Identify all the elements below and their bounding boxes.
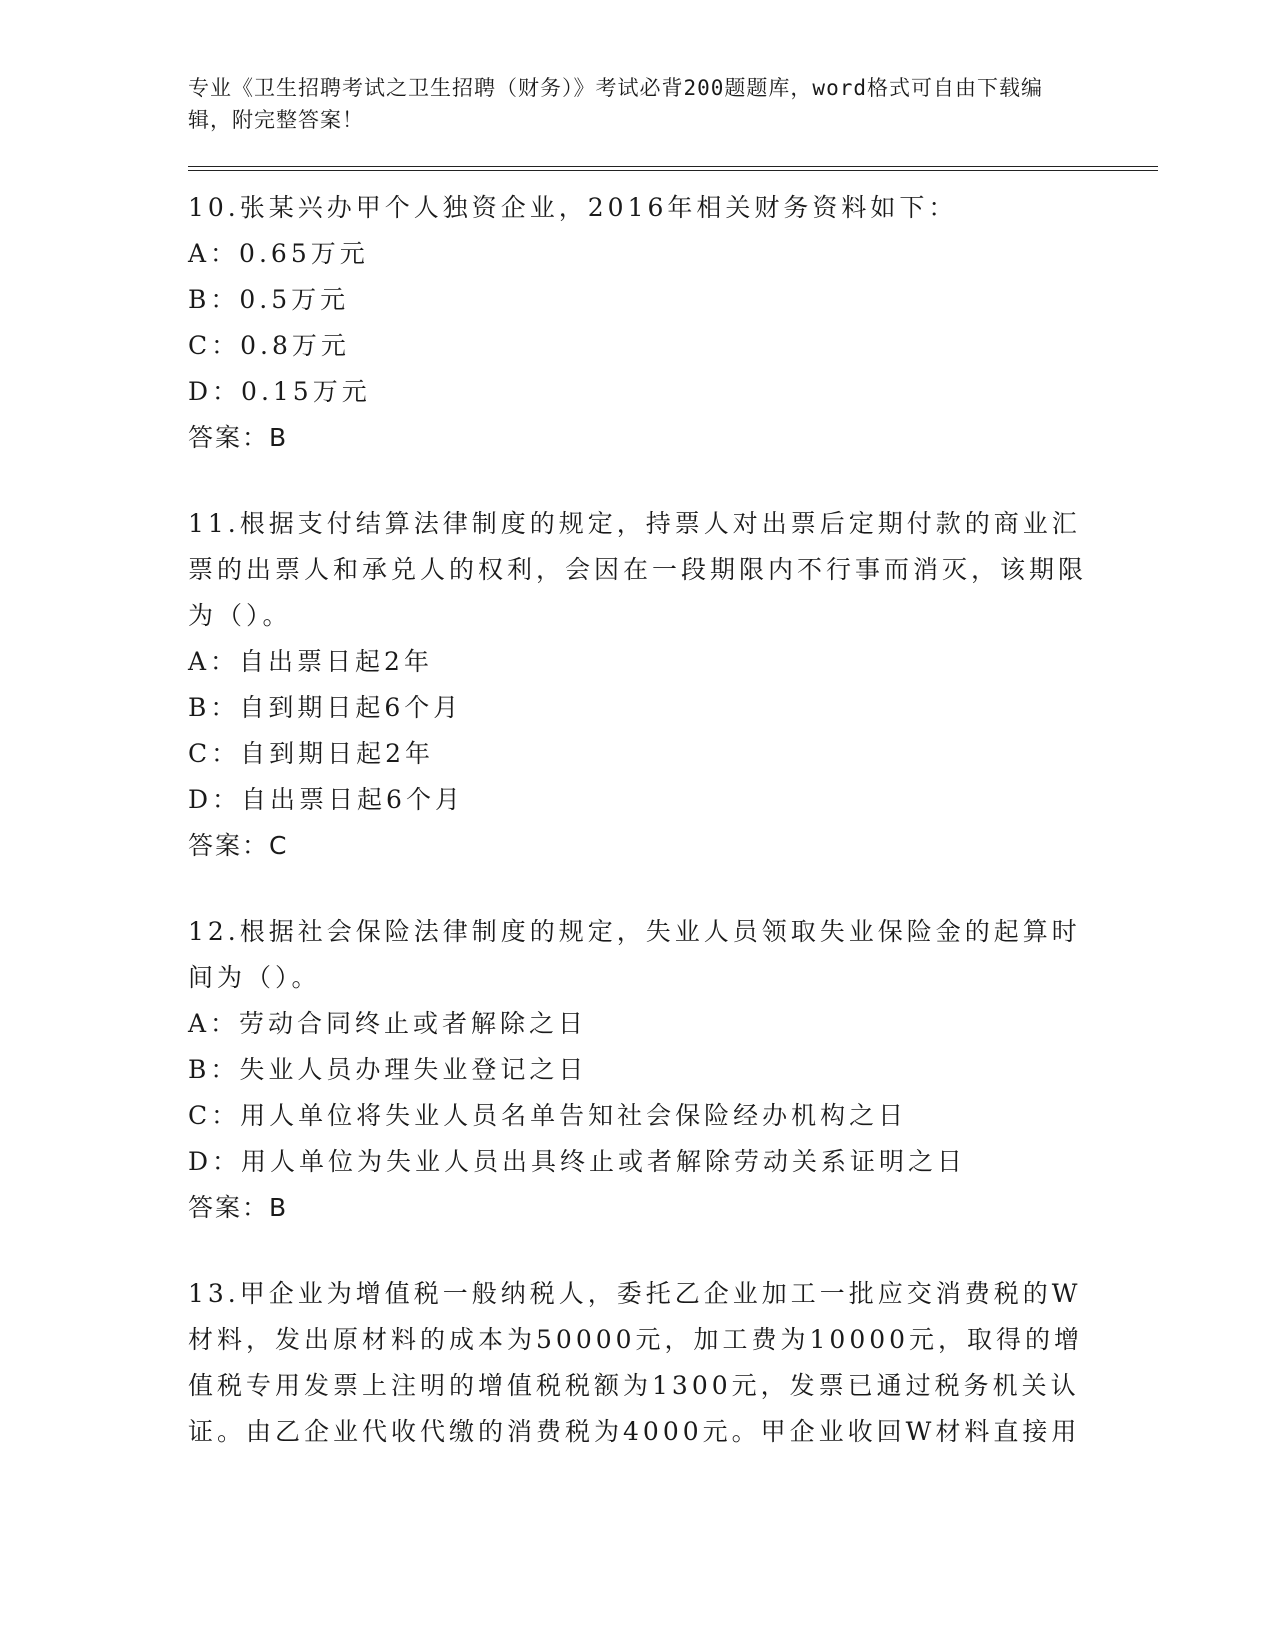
option-d: D：0.15万元 bbox=[188, 377, 371, 406]
option-d: D：自出票日起6个月 bbox=[188, 785, 464, 814]
question-stem: 11.根据支付结算法律制度的规定，持票人对出票后定期付款的商业汇票的出票人和承兑人的权利，会因在一段期限内不行事而消灭，该期限为（）。 bbox=[188, 509, 1088, 630]
option-c: C：用人单位将失业人员名单告知社会保险经办机构之日 bbox=[188, 1101, 908, 1130]
question-list bbox=[188, 185, 1158, 1455]
answer-line: 答案：B bbox=[188, 423, 289, 452]
answer-line: 答案：B bbox=[188, 1193, 289, 1222]
document-page bbox=[188, 72, 1158, 1495]
option-b: B：失业人员办理失业登记之日 bbox=[188, 1055, 588, 1084]
question-13 bbox=[188, 1271, 1158, 1455]
question-stem: 13.甲企业为增值税一般纳税人，委托乙企业加工一批应交消费税的W材料，发出原材料的成本为50000元，加工费为10000元，取得的增值税专用发票上注明的增值税税额为1300元，发票已通过税务机关认证。由乙企业代收代缴的消费税为4000元。甲企业收回W材料直接用 bbox=[188, 1279, 1084, 1446]
question-stem: 12.根据社会保险法律制度的规定，失业人员领取失业保险金的起算时间为（）。 bbox=[188, 917, 1081, 992]
header-double-rule bbox=[188, 166, 1158, 171]
option-a: A：劳动合同终止或者解除之日 bbox=[188, 1009, 588, 1038]
question-10 bbox=[188, 185, 1158, 461]
option-a: A：自出票日起2年 bbox=[188, 647, 433, 676]
option-a: A：0.65万元 bbox=[188, 239, 369, 268]
question-12 bbox=[188, 909, 1158, 1231]
option-d: D：用人单位为失业人员出具终止或者解除劳动关系证明之日 bbox=[188, 1147, 967, 1176]
question-stem: 10.张某兴办甲个人独资企业，2016年相关财务资料如下： bbox=[188, 193, 958, 222]
answer-line: 答案：C bbox=[188, 831, 289, 860]
question-11 bbox=[188, 501, 1158, 869]
option-c: C：自到期日起2年 bbox=[188, 739, 435, 768]
option-c: C：0.8万元 bbox=[188, 331, 350, 360]
option-b: B：0.5万元 bbox=[188, 285, 350, 314]
option-b: B：自到期日起6个月 bbox=[188, 693, 463, 722]
document-header: 专业《卫生招聘考试之卫生招聘（财务）》考试必背200题题库，word格式可自由下载编辑，附完整答案！ bbox=[188, 76, 1043, 132]
